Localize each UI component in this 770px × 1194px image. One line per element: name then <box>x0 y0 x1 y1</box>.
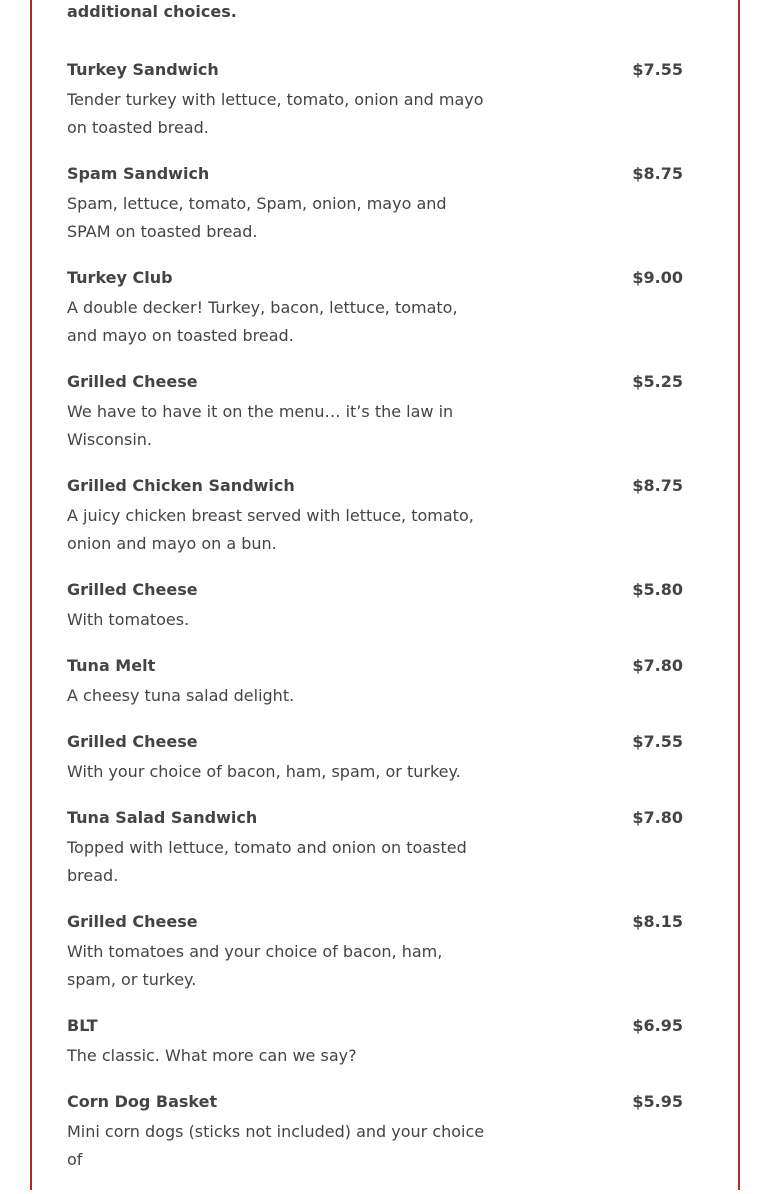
menu-item-name: Tuna Salad Sandwich <box>67 808 258 827</box>
menu-item <box>67 806 683 890</box>
menu-item-name: Grilled Cheese <box>67 580 198 599</box>
menu-item-description: With tomatoes. <box>67 610 190 629</box>
menu-item-name: Grilled Cheese <box>67 912 198 931</box>
menu-item-price: $8.15 <box>632 912 683 931</box>
menu-item-price: $9.00 <box>632 268 683 287</box>
menu-item <box>67 266 683 350</box>
menu-item-price: $8.75 <box>632 476 683 495</box>
menu-item <box>67 474 683 558</box>
menu-item-name: Corn Dog Basket <box>67 1092 218 1111</box>
menu-item-description: With your choice of bacon, ham, spam, or turkey. <box>67 762 461 781</box>
menu-item-price: $6.95 <box>632 1016 683 1035</box>
menu-intro-text: additional choices. <box>67 2 237 21</box>
menu-item-description: Spam, lettuce, tomato, Spam, onion, mayo and SPAM on toasted bread. <box>67 194 447 241</box>
menu-item-price: $5.25 <box>632 372 683 391</box>
menu-item-name: Turkey Club <box>67 268 173 287</box>
menu-item-price: $5.95 <box>632 1092 683 1111</box>
menu-item-description: A juicy chicken breast served with lettuce, tomato, onion and mayo on a bun. <box>67 506 474 553</box>
menu-item-name: Grilled Cheese <box>67 372 198 391</box>
menu-item <box>67 730 683 786</box>
menu-item-name: BLT <box>67 1016 98 1035</box>
menu-item-price: $7.80 <box>632 656 683 675</box>
menu-item <box>67 370 683 454</box>
menu-item <box>67 578 683 634</box>
menu-item-name: Grilled Chicken Sandwich <box>67 476 295 495</box>
menu-item-name: Turkey Sandwich <box>67 60 219 79</box>
menu-item-name: Spam Sandwich <box>67 164 210 183</box>
menu-list <box>67 58 683 1194</box>
menu-item <box>67 654 683 710</box>
menu-item-description: The classic. What more can we say? <box>67 1046 357 1065</box>
menu-item-description: A cheesy tuna salad delight. <box>67 686 295 705</box>
menu-item-description: With tomatoes and your choice of bacon, ham, spam, or turkey. <box>67 942 443 989</box>
menu-item-description: A double decker! Turkey, bacon, lettuce, tomato, and mayo on toasted bread. <box>67 298 458 345</box>
menu-item <box>67 1090 683 1174</box>
menu-item-description: Tender turkey with lettuce, tomato, onion and mayo on toasted bread. <box>67 90 484 137</box>
menu-item-price: $7.80 <box>632 808 683 827</box>
menu-item-description: We have to have it on the menu… it’s the law in Wisconsin. <box>67 402 454 449</box>
menu-item <box>67 1014 683 1070</box>
menu-item <box>67 910 683 994</box>
menu-item-description: Mini corn dogs (sticks not included) and your choice of <box>67 1122 485 1169</box>
menu-item-name: Tuna Melt <box>67 656 156 675</box>
menu-item-price: $7.55 <box>632 732 683 751</box>
menu-item-price: $7.55 <box>632 60 683 79</box>
menu-item <box>67 162 683 246</box>
menu-item-name: Grilled Cheese <box>67 732 198 751</box>
menu-item-price: $8.75 <box>632 164 683 183</box>
menu-item-description: Topped with lettuce, tomato and onion on toasted bread. <box>67 838 467 885</box>
menu-item-price: $5.80 <box>632 580 683 599</box>
menu-item <box>67 58 683 142</box>
